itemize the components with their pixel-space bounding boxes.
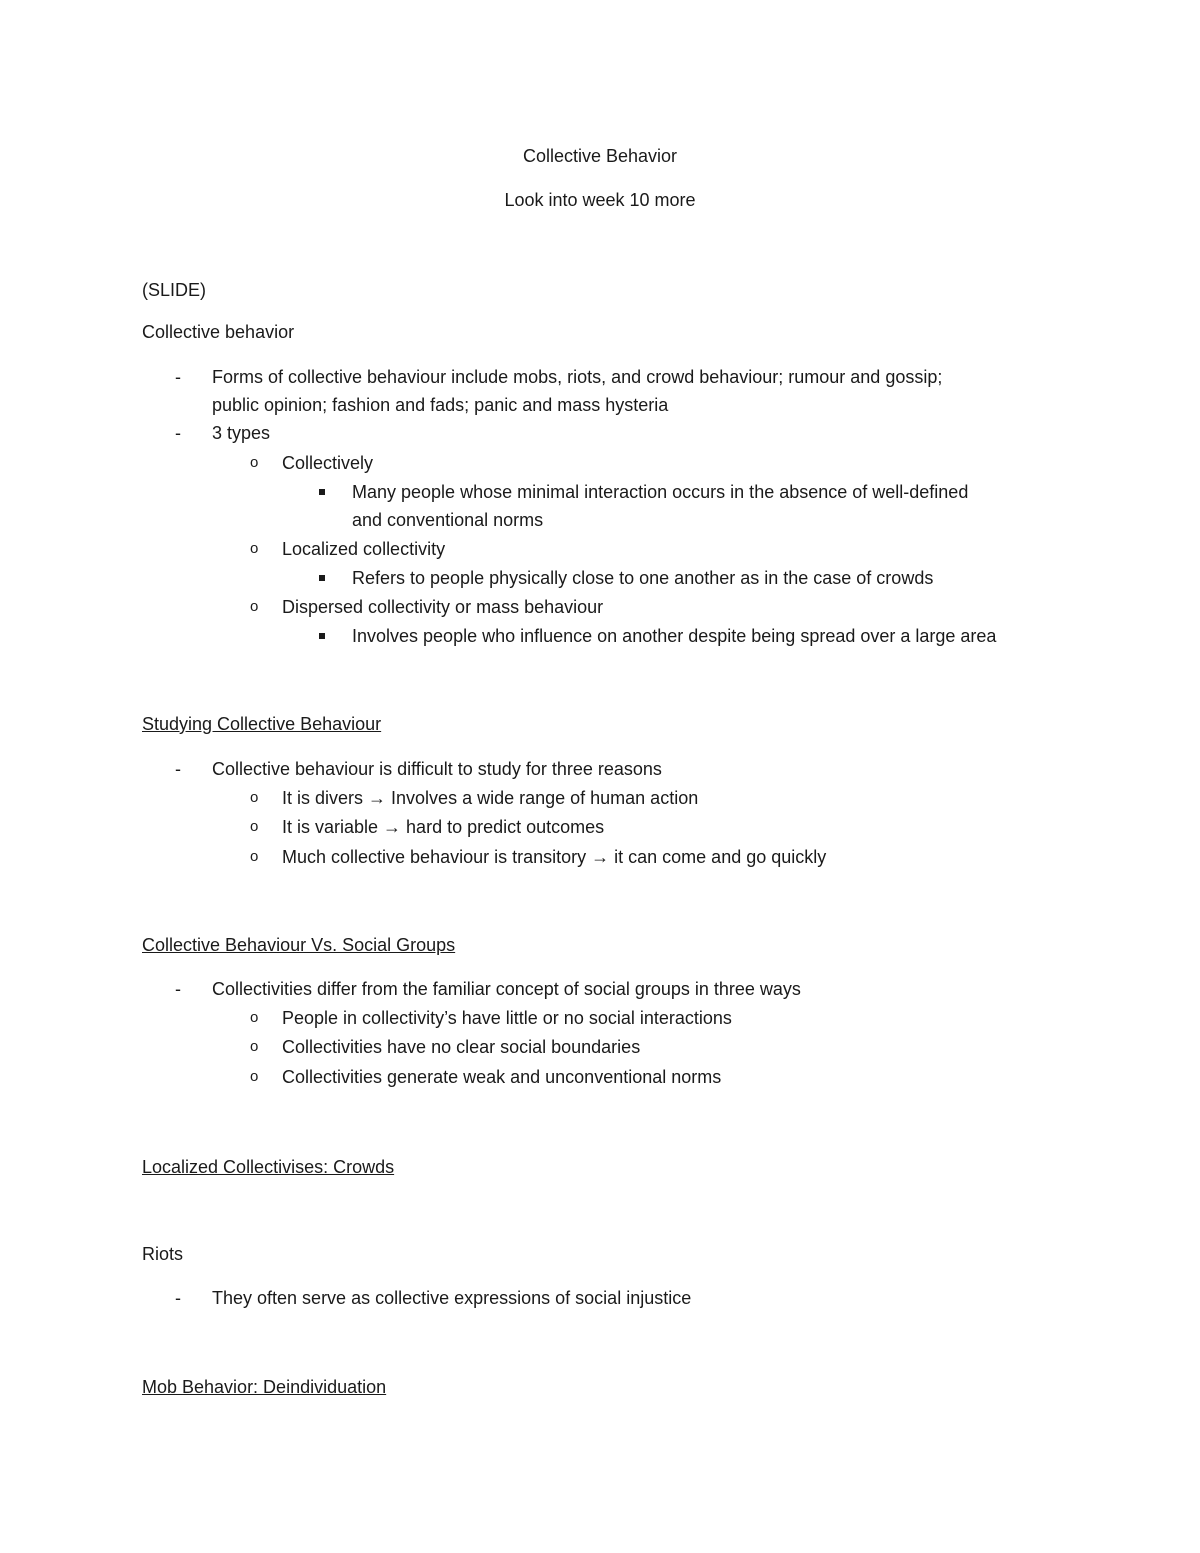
dash-bullet: - [175, 423, 181, 443]
document-subtitle: Look into week 10 more [504, 190, 696, 210]
circle-bullet: o [250, 598, 259, 615]
reason-detail: Involves a wide range of human action [386, 788, 699, 808]
list-item: People in collectivity’s have little or no social interactions [282, 1008, 732, 1028]
list-item: They often serve as collective expressions of social injustice [212, 1288, 692, 1308]
list-item: Many people whose minimal interaction occurs in the absence of well-defined [352, 482, 969, 502]
list-item: Refers to people physically close to one another as in the case of crowds [352, 568, 934, 588]
circle-bullet: o [250, 1009, 259, 1026]
slide-note: (SLIDE) [142, 280, 207, 300]
square-bullet [319, 633, 325, 639]
list-item [282, 846, 826, 868]
list-item: Collectivities generate weak and unconventional norms [282, 1067, 722, 1087]
document-title: Collective Behavior [522, 146, 678, 166]
circle-bullet: o [250, 818, 259, 835]
section-heading-localized: Localized Collectivises: Crowds [142, 1157, 395, 1177]
list-item: Involves people who influence on another despite being spread over a large area [352, 626, 997, 646]
dash-bullet: - [175, 979, 181, 999]
reason-detail: it can come and go quickly [609, 847, 827, 867]
section-heading-vs-groups: Collective Behaviour Vs. Social Groups [142, 935, 456, 955]
reason-detail: hard to predict outcomes [401, 817, 605, 837]
list-item-continuation: and conventional norms [352, 510, 544, 530]
section-heading-studying: Studying Collective Behaviour [142, 714, 382, 734]
circle-bullet: o [250, 454, 259, 471]
section-heading-riots: Riots [142, 1244, 184, 1264]
circle-bullet: o [250, 1038, 259, 1055]
section-heading-mob: Mob Behavior: Deindividuation [142, 1377, 387, 1397]
square-bullet [319, 489, 325, 495]
circle-bullet: o [250, 1068, 259, 1085]
circle-bullet: o [250, 789, 259, 806]
list-item: Collectivities differ from the familiar concept of social groups in three ways [212, 979, 801, 999]
arrow-icon: → [368, 788, 387, 808]
circle-bullet: o [250, 540, 259, 557]
reason-text: It is variable [282, 817, 384, 837]
list-item [282, 787, 698, 809]
circle-bullet: o [250, 848, 259, 865]
section-heading-collective-behavior: Collective behavior [142, 322, 295, 342]
list-item: Localized collectivity [282, 539, 446, 559]
dash-bullet: - [175, 759, 181, 779]
dash-bullet: - [175, 367, 181, 387]
list-item: Collectively [282, 453, 374, 473]
reason-text: Much collective behaviour is transitory [282, 847, 592, 867]
list-item-continuation: public opinion; fashion and fads; panic and mass hysteria [212, 395, 669, 415]
arrow-icon: → [591, 847, 610, 867]
reason-text: It is divers [282, 788, 369, 808]
square-bullet [319, 575, 325, 581]
list-item [282, 816, 604, 838]
arrow-icon: → [383, 817, 402, 837]
list-item: Collective behaviour is difficult to study for three reasons [212, 759, 662, 779]
list-item: Collectivities have no clear social boundaries [282, 1037, 641, 1057]
dash-bullet: - [175, 1288, 181, 1308]
list-item: Dispersed collectivity or mass behaviour [282, 597, 604, 617]
list-item: Forms of collective behaviour include mobs, riots, and crowd behaviour; rumour and gossip; [212, 367, 943, 387]
list-item: 3 types [212, 423, 271, 443]
